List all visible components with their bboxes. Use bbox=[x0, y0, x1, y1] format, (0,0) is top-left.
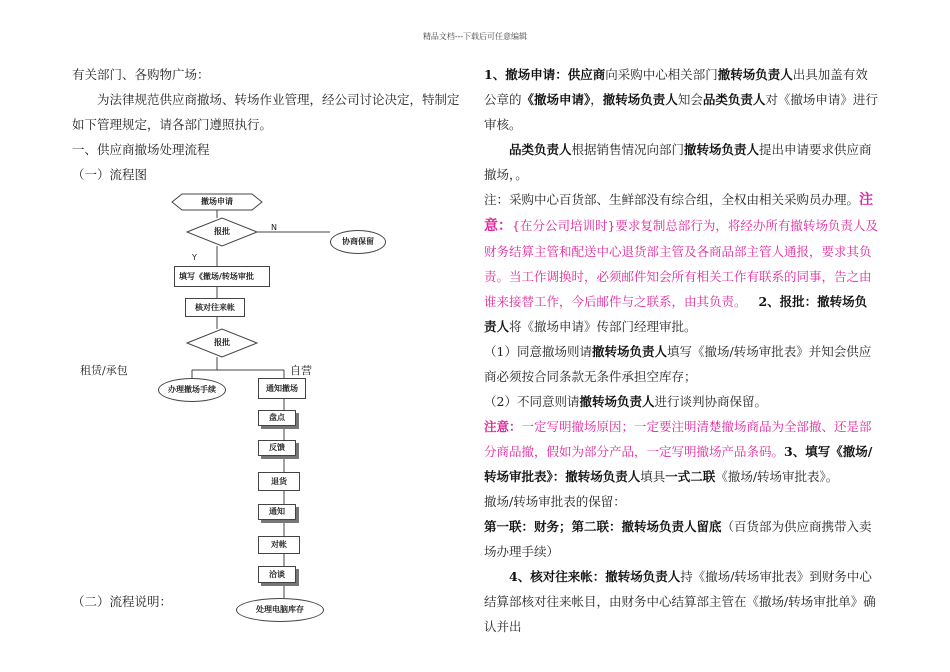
node-feedback: 反馈 bbox=[258, 440, 296, 456]
right-column bbox=[484, 62, 879, 639]
node-inventory-count: 盘点 bbox=[258, 410, 296, 426]
node-notify: 通知 bbox=[258, 504, 296, 520]
label-no: N bbox=[271, 223, 277, 232]
step2-option1: （1）同意撤场则请撤转场负责人填写《撤场/转场审批表》并知会供应商必须按合同条款无条件承担空库存； bbox=[484, 344, 872, 384]
step1-detail: 品类负责人根据销售情况向部门撤转场负责人提出申请要求供应商撤场，。 bbox=[484, 142, 872, 182]
step1-paragraph: 1、撤场申请：供应商向采购中心相关部门撤转场负责人出具加盖有效公章的《撤场申请》，撤转场负责人知会品类负责人对《撤场申请》进行审核。 bbox=[484, 67, 878, 132]
node-approval-2: 报批 bbox=[214, 338, 230, 347]
salutation: 有关部门、各购物广场： bbox=[72, 67, 210, 82]
flowchart bbox=[72, 186, 392, 626]
node-approval-1: 报批 bbox=[214, 227, 230, 236]
label-self-operated: 自营 bbox=[290, 364, 312, 377]
page-header: 精品文档---下载后可任意编辑 bbox=[422, 32, 528, 41]
label-yes: Y bbox=[192, 253, 197, 262]
left-column bbox=[72, 62, 467, 187]
label-lease-contract: 租赁/承包 bbox=[80, 364, 128, 377]
copies-paragraph: 第一联：财务；第二联：撤转场负责人留底（百货部为供应商携带入卖场办理手续） bbox=[484, 519, 872, 559]
node-return-goods: 退货 bbox=[258, 472, 300, 491]
step4-paragraph: 4、核对往来帐：撤转场负责人持《撤场/转场审批表》到财务中心结算部核对往来帐目，由财务中心结算部主管在《撤场/转场审批单》确认并出 bbox=[484, 569, 876, 634]
node-notify-withdrawal: 通知撤场 bbox=[258, 378, 306, 399]
subheading-flowchart: （一）流程图 bbox=[72, 167, 148, 182]
node-fill-approval-form: 填写《撤场/转场审批 bbox=[174, 266, 270, 287]
attention-paragraph: 注意：一定写明撤场原因；一定要注明清楚撤场商品为全部撤、还是部分商品撤，假如为部分产品，一定写明撤场产品条码。3、填写《撤场/转场审批表》：撤转场负责人填具一式二联《撤场/转场审批表》。 bbox=[484, 419, 873, 484]
step2-option2: （2）不同意则请撤转场负责人进行谈判协商保留。 bbox=[484, 394, 767, 409]
section-heading: 一、供应商撤场处理流程 bbox=[72, 142, 210, 157]
note-paragraph: 注：采购中心百货部、生鲜部没有综合组，全权由相关采购员办理。注意：{在分公司培训时}要求复制总部行为，将经办所有撤转场负责人及财务结算主管和配送中心退货部主管及各商品部主管人通报，要求其负责。当工作调换时，必须邮件知会所有相关工作有联系的同事，告之由谁来接替工作，今后邮件与之联系，由其负责。 2、报批：撤转场负责人将《撤场申请》传部门经理审批。 bbox=[484, 192, 878, 334]
node-handle-withdrawal: 办理撤场手续 bbox=[158, 378, 226, 402]
node-negotiate: 洽谈 bbox=[258, 566, 296, 583]
subheading-explanation: （二）流程说明： bbox=[72, 594, 173, 609]
node-reconcile: 对帐 bbox=[258, 536, 300, 554]
form-retention: 撤场/转场审批表的保留： bbox=[484, 494, 626, 509]
node-negotiate-retain: 协商保留 bbox=[330, 230, 386, 254]
node-withdrawal-application: 撤场申请 bbox=[201, 197, 233, 206]
node-check-accounts: 核对往来帐 bbox=[185, 298, 245, 317]
node-process-computer-inventory: 处理电脑库存 bbox=[236, 598, 324, 622]
intro-paragraph: 为法律规范供应商撤场、转场作业管理，经公司讨论决定，特制定如下管理规定，请各部门遵照执行。 bbox=[72, 92, 460, 132]
